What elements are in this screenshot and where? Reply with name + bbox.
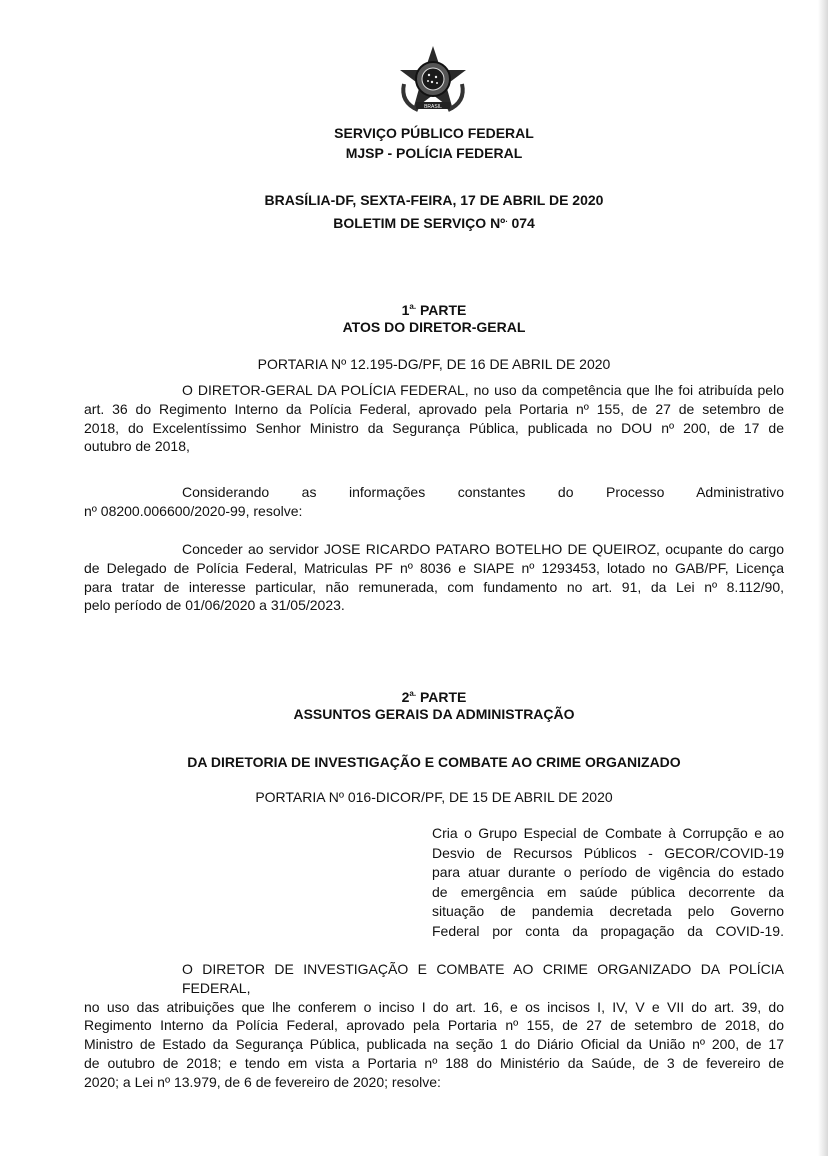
part2-title: ASSUNTOS GERAIS DA ADMINISTRAÇÃO xyxy=(293,706,575,722)
header-service: SERVIÇO PÚBLICO FEDERAL xyxy=(334,125,534,141)
part1-paragraph-2: Considerando as informações constantes do Processo Administrativo nº 08200.006600/2020-99, resolve: xyxy=(84,484,784,519)
part2-heading: $2^{a.}$ PARTE xyxy=(401,689,467,705)
part1-paragraph-1: O DIRETOR-GERAL DA POLÍCIA FEDERAL, no uso da competência que lhe foi atribuída pelo art. 36 do Regimento Interno da Polícia Federal, aprovado pela Portaria nº 155, de 27 de setembro de 2018, do Excelentíssimo Senhor Ministro da Segurança Pública, publicada no DOU nº 200, de 17 de outubro de 2018, xyxy=(84,382,784,455)
part2-portaria: PORTARIA Nº 016-DICOR/PF, DE 15 DE ABRIL DE 2020 xyxy=(255,789,613,805)
part2-paragraph-1: O DIRETOR DE INVESTIGAÇÃO E COMBATE AO CRIME ORGANIZADO DA POLÍCIA FEDERAL, no uso das atribuições que lhe conferem o inciso I do art. 16, e os incisos I, IV, V e VII do art. 39, do Regimento Interno da Polícia Federal, aprovado pela Portaria nº 155, de 27 de setembro de 2018, do Ministro de Estado da Segurança Pública, publicada na seção 1 do Diário Oficial da União nº 200, de 17 de outubro de 2018; e tendo em vista a Portaria nº 188 do Ministério da Saúde, de 3 de fevereiro de 2020; a Lei nº 13.979, de 6 de fevereiro de 2020; resolve: xyxy=(84,961,784,1090)
part1-heading: $1^{a.}$ PARTE xyxy=(401,302,467,318)
bulletin-date: BRASÍLIA-DF, SEXTA-FEIRA, 17 DE ABRIL DE 2020 xyxy=(264,192,604,208)
coat-of-arms-emblem xyxy=(396,44,470,118)
part2-section: DA DIRETORIA DE INVESTIGAÇÃO E COMBATE AO CRIME ORGANIZADO xyxy=(187,754,681,770)
page-edge-shadow xyxy=(818,0,828,1156)
emblem-ribbon-text: BRASIL xyxy=(424,104,442,110)
part1-title: ATOS DO DIRETOR-GERAL xyxy=(342,319,526,335)
bulletin-number: 074 xyxy=(511,215,535,231)
header-agency: MJSP - POLÍCIA FEDERAL xyxy=(345,145,523,161)
part2-ementa: Cria o Grupo Especial de Combate à Corrupção e ao Desvio de Recursos Públicos - GECOR/COVID-19 para atuar durante o período de vigência do estado de emergência em saúde pública decorrente da situação de pandemia decretada pelo Governo Federal por conta da propagação da COVID-19. xyxy=(432,825,784,939)
bulletin-title: BOLETIM DE SERVIÇO Nº. 074 xyxy=(333,215,535,231)
part1-portaria: PORTARIA Nº 12.195-DG/PF, DE 16 DE ABRIL DE 2020 xyxy=(257,356,611,372)
part1-paragraph-3: Conceder ao servidor JOSE RICARDO PATARO BOTELHO DE QUEIROZ, ocupante do cargo de Delegado de Polícia Federal, Matriculas PF nº 8036 e SIAPE nº 1293453, lotado no GAB/PF, Licença para tratar de interesse particular, não remunerada, com fundamento no art. 91, da Lei nº 8.112/90, pelo período de 01/06/2020 a 31/05/2023. xyxy=(84,541,784,614)
